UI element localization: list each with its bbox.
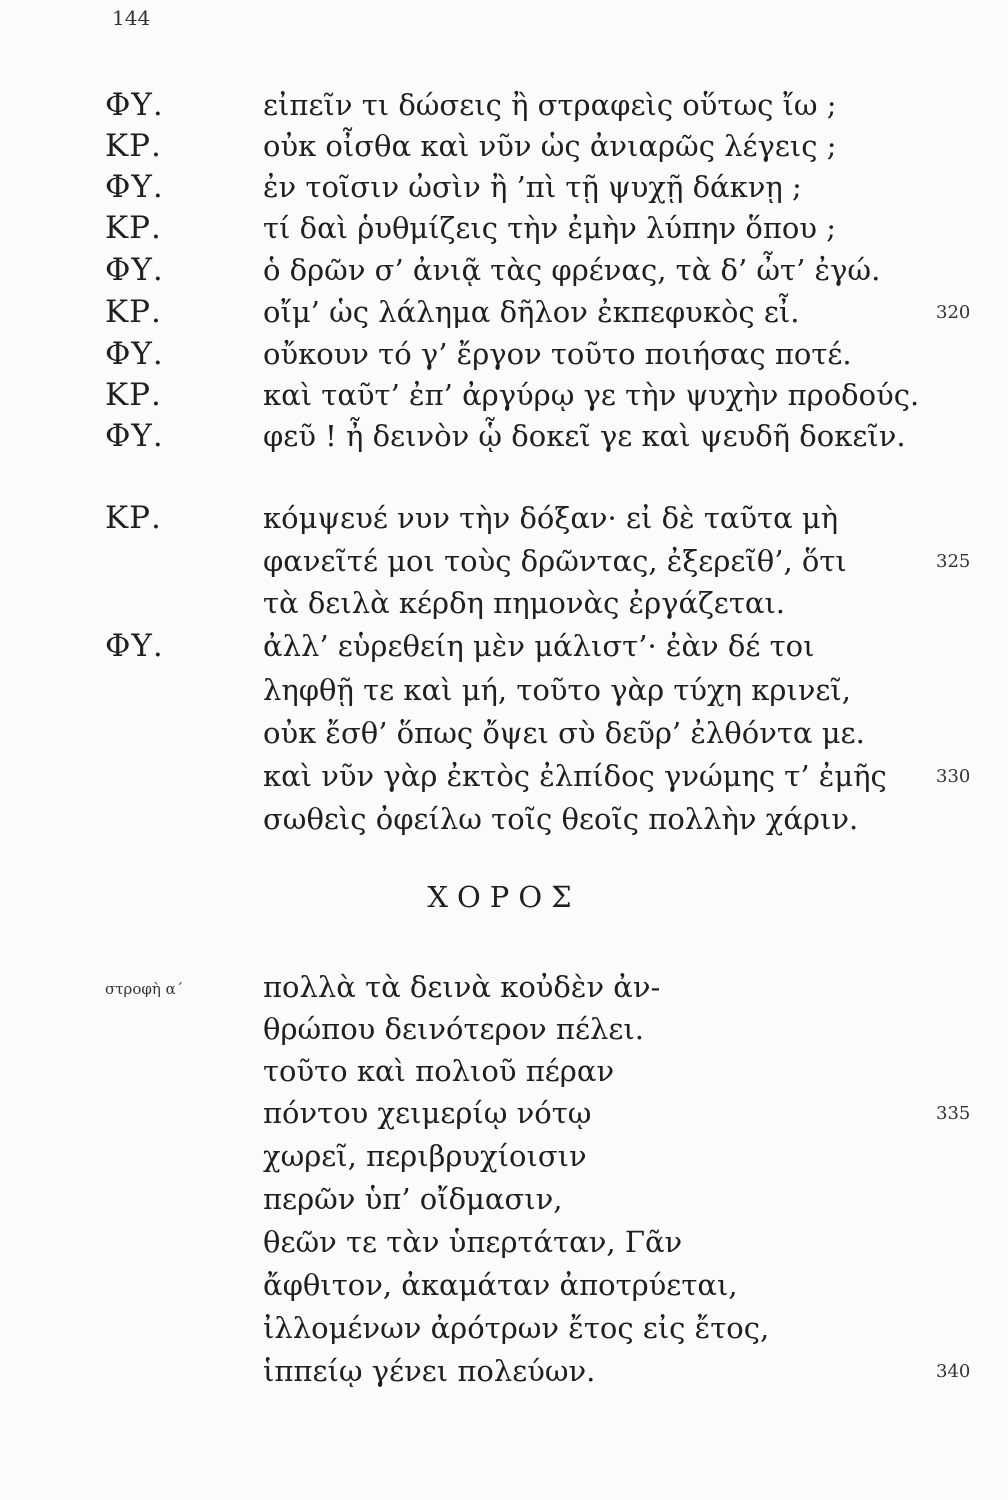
speaker-label: ΦΥ. (105, 169, 164, 205)
verse-text: τοῦτο καὶ πολιοῦ πέραν (263, 1054, 615, 1088)
speaker-label: ΚΡ. (105, 210, 162, 246)
speaker-label: ΚΡ. (105, 294, 162, 330)
speaker-label: ΚΡ. (105, 500, 162, 536)
verse-line (0, 416, 1008, 466)
verse-text: θεῶν τε τὰν ὑπερτάταν, Γᾶν (263, 1225, 683, 1259)
page-number: 144 (112, 6, 151, 30)
chorus-heading: ΧΟΡΟΣ (427, 880, 581, 914)
verse-text: θρώπου δεινότερον πέλει. (263, 1012, 644, 1046)
verse-text: καὶ ταῦτ’ ἐπ’ ἀργύρῳ γε τὴν ψυχὴν προδούς. (263, 378, 920, 412)
verse-text: οὐκ ἔσθ’ ὅπως ὄψει σὺ δεῦρ’ ἐλθόντα με. (263, 716, 865, 750)
verse-text: ἱππείῳ γένει πολεύων. (263, 1354, 596, 1388)
verse-text: εἰπεῖν τι δώσεις ἢ στραφεὶς οὕτως ἴω ; (263, 88, 837, 122)
verse-text: ληφθῇ τε καὶ μή, τοῦτο γὰρ τύχη κρινεῖ, (263, 673, 852, 707)
strophe-label: στροφὴ α΄ (105, 980, 184, 998)
verse-text: οὔκουν τό γ’ ἔργον τοῦτο ποιήσας ποτέ. (263, 337, 852, 371)
verse-text: σωθεὶς ὀφείλω τοῖς θεοῖς πολλὴν χάριν. (263, 802, 859, 836)
verse-text: οἴμ’ ὡς λάλημα δῆλον ἐκπεφυκὸς εἶ. (263, 295, 800, 329)
verse-line (0, 626, 1008, 676)
speaker-label: ΦΥ. (105, 418, 164, 454)
line-number: 320 (936, 302, 971, 323)
line-number: 330 (936, 766, 971, 787)
verse-text: καὶ νῦν γὰρ ἐκτὸς ἐλπίδος γνώμης τ’ ἐμῆς (263, 759, 887, 793)
speaker-label: ΦΥ. (105, 252, 164, 288)
verse-text: φανεῖτέ μοι τοὺς δρῶντας, ἐξερεῖθ’, ὅτι (263, 544, 847, 578)
verse-text: κόμψευέ νυν τὴν δόξαν· εἰ δὲ ταῦτα μὴ (263, 501, 839, 535)
verse-text: ἄφθιτον, ἀκαμάταν ἀποτρύεται, (263, 1268, 738, 1302)
verse-text: οὐκ οἶσθα καὶ νῦν ὡς ἀνιαρῶς λέγεις ; (263, 129, 837, 163)
line-number: 340 (936, 1361, 971, 1382)
verse-text: χωρεῖ, περιβρυχίοισιν (263, 1139, 587, 1173)
line-number: 335 (936, 1103, 971, 1124)
speaker-label: ΚΡ. (105, 128, 162, 164)
verse-text: φεῦ ! ἦ δεινὸν ᾧ δοκεῖ γε καὶ ψευδῆ δοκεῖν. (263, 419, 906, 453)
speaker-label: ΦΥ. (105, 336, 164, 372)
speaker-label: ΚΡ. (105, 377, 162, 413)
verse-line (0, 799, 1008, 849)
verse-text: περῶν ὑπ’ οἴδμασιν, (263, 1182, 563, 1216)
line-number: 325 (936, 551, 971, 572)
verse-text: τί δαὶ ῥυθμίζεις τὴν ἐμὴν λύπην ὅπου ; (263, 211, 836, 245)
speaker-label: ΦΥ. (105, 628, 164, 664)
verse-text: τὰ δειλὰ κέρδη πημονὰς ἐργάζεται. (263, 586, 786, 620)
chorus-line (0, 1351, 1008, 1401)
verse-text: ἐν τοῖσιν ὠσὶν ἢ ’πὶ τῇ ψυχῇ δάκνῃ ; (263, 170, 802, 204)
verse-text: ἰλλομένων ἀρότρων ἔτος εἰς ἔτος, (263, 1311, 770, 1345)
verse-text: ἀλλ’ εὑρεθείη μὲν μάλιστ’· ἐὰν δέ τοι (263, 629, 815, 663)
verse-text: πόντου χειμερίῳ νότῳ (263, 1096, 592, 1130)
speaker-label: ΦΥ. (105, 87, 164, 123)
verse-text: ὁ δρῶν σ’ ἀνιᾷ τὰς φρένας, τὰ δ’ ὦτ’ ἐγώ. (263, 253, 881, 287)
verse-text: πολλὰ τὰ δεινὰ κοὐδὲν ἀν- (263, 970, 661, 1004)
